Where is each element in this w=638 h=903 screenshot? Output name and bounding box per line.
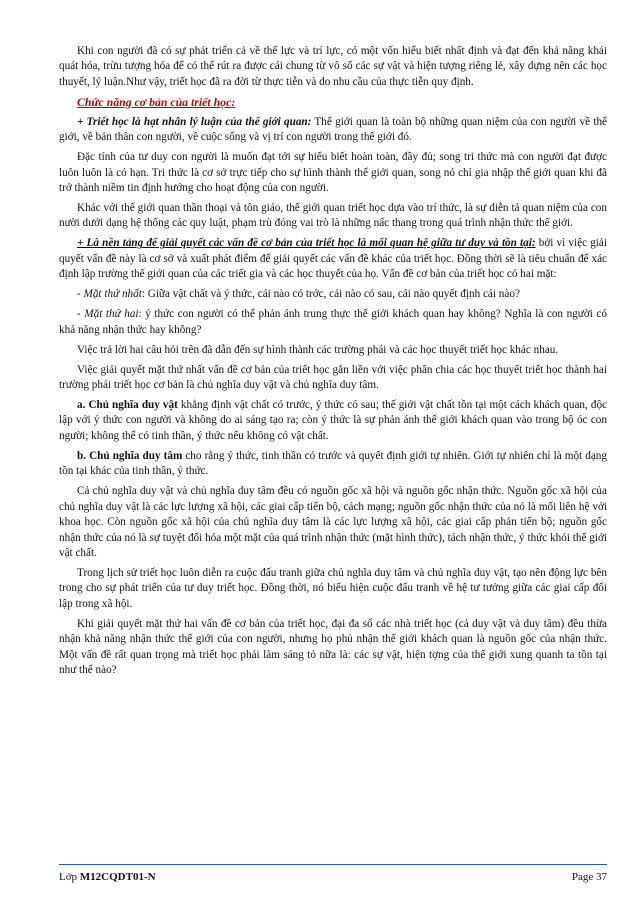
footer-page-number: Page 37 xyxy=(571,871,607,883)
paragraph-philosophical-worldview: Khác với thế giới quan thần thoại và tôn giáo, thế giới quan triết học dựa vào trí thức, là sự diễn tả quan niệm của con nười dưới dạng hệ thống các quy luật, phạm trù đóng vai trò là những nấc thang trong quá trình nhận thức thế giới. xyxy=(59,202,607,230)
paragraph-origin-of-philosophy: Khi con người đã có sự phát triển cả về thể lực và trí lực, có một vốn hiểu biết nhất định và đạt đến khả năng khái quát hóa, trừu tượng hóa để có thể rút ra được cái chung từ vô số các sự vật và hiện tượng riêng lẻ, xây dựng nên các học thuyết, lý luận.Như vậy, triết học đã ra đời từ thực tiễn và do nhu cầu của thực tiễn quy định. xyxy=(59,45,607,88)
section-heading: Chức năng cơ bản của triết học: xyxy=(77,94,236,109)
fundamental-question-lead: + Là nền tảng để giải quyết các vấn đề cơ bản của triết học là mối quan hệ giữa tư duy và tồn tại: xyxy=(77,237,536,250)
idealism-lead: b. Chủ nghĩa duy tâm xyxy=(77,449,183,462)
paragraph-history-struggle: Trong lịch sử triết học luôn diễn ra cuộc đấu tranh giữa chủ nghĩa duy tâm và chủ nghĩa duy vật, tạo nên động lực bên trong cho sự phát triển của tư duy triết học. Đồng thời, nó biểu hiện cuộc đấu tranh về hệ tư tưởng giữa các giai cấp đối lập trong xã hội. xyxy=(59,566,607,610)
materialism-text: khẳng định vật chất có trước, ý thức có sau; thế giới vật chất tồn tại một cách khách quan, độc lập với ý thức con người và không do ai sáng tạo ra; còn ý thức là sự phản ánh thế giới khách quan vào trong bộ óc con người; không thể có tinh thần, ý thức nếu không có vật chất. xyxy=(59,399,608,442)
paragraph-materialism xyxy=(59,398,607,444)
paragraph-second-aspect xyxy=(59,307,607,338)
fundamental-question-text: bởi vì việc giải quyết vấn đề này là cơ sở và xuất phát điểm để giải quyết các vấn đề khác của triết học. Đồng thời sẽ là tiêu chuẩn để xác định lập trường thế giới quan của các triết gia và các học thuyết của họ. Vấn đề cơ bản của triết học có hai mặt: xyxy=(59,237,607,281)
footer-rule xyxy=(59,864,607,865)
paragraph-fundamental-question xyxy=(59,236,607,282)
paragraph-second-aspect-resolution: Khi giải quyết mặt thứ hai vấn đề cơ bản của triết học, đại đa số các nhà triết học (cả duy vật và duy tâm) đều thừa nhận khả năng nhận thức thế giới của con người, nhưng họ phủ nhận thế giới khách quan là nguồn gốc của nhận thức. Một vấn đề rất quan trọng mà triết học phải làm sáng tỏ nữa là: các sự vật, hiện tợng của thế giới xung quanh ta tồn tại như thế nào? xyxy=(59,617,607,676)
first-aspect-lead: - Mặt thứ nhất xyxy=(77,288,142,301)
paragraph-first-aspect xyxy=(59,287,607,302)
paragraph-two-schools: Việc giải quyết mặt thứ nhất vấn đề cơ bản của triết học gắn liền với việc phân chia các học thuyết triết học thành hai trường phái triết học cơ bản là chủ nghĩa duy vật và chủ nghĩa duy tâm. xyxy=(59,363,607,392)
paragraph-origins: Cả chủ nghĩa duy vật và chủ nghĩa duy tâm đều có nguồn gốc xã hội và nguồn gốc nhận thức. Nguồn gốc xã hội của chủ nghĩa duy vật là các lực lượng xã hội, các giai cấp tiến bộ, cách mạng; nguồn gốc nhận thức của nó là mối liên hệ với khoa học. Còn nguồn gốc xã hội của chủ nghĩa duy tâm là các lực lượng xã hội, các giai cấp phản tiến bộ; nguồn gốc nhận thức của nó là sự tuyệt đối hóa một mặt của quá trình nhận thức (mặt hình thức), tách nhận thức, ý thức khỏi thế giới vật chất. xyxy=(59,485,607,559)
paragraph-human-thinking: Đặc tính của tư duy con người là muốn đạt tới sự hiểu biết hoàn toàn, đầy đủ; song tri thức mà con người đạt được luôn luôn là có hạn. Tri thức là cơ sở trực tiếp cho sự hình thành thế giới quan, song nó chỉ gia nhập thế giới quan khi đã trở thành niềm tin định hướng cho hoạt động của con người. xyxy=(59,151,607,195)
materialism-lead: a. Chủ nghĩa duy vật xyxy=(77,399,178,412)
worldview-lead: + Triết học là hạt nhân lý luận của thế giới quan: xyxy=(77,115,312,128)
paragraph-schools: Việc trả lời hai câu hỏi trên đã dẫn đến sự hình thành các trường phái và các học thuyết triết học khác nhau. xyxy=(77,343,559,356)
worldview-text: Thế giới quan là toàn bộ những quan niệm của con người về thế giới, về bản thân con người, về cuộc sống và vị trí con người trong thế giới đó. xyxy=(59,115,607,144)
footer-class xyxy=(59,870,156,884)
footer-class-code: M12CQDT01-N xyxy=(79,871,156,883)
footer-class-prefix: Lớp xyxy=(59,871,80,883)
first-aspect-text: : Giữa vật chất và ý thức, cái nào có trớc, cái nào có sau, cái nào quyết định cái nào? xyxy=(141,288,520,301)
idealism-text: cho rằng ý thức, tinh thần có trước và quyết định giới tự nhiên. Giới tự nhiên chỉ là một dạng tồn tại khác của tinh thần, ý thức. xyxy=(59,449,607,478)
paragraph-worldview xyxy=(59,115,607,146)
second-aspect-text: : ý thức con người có thể phản ánh trung thực thế giới khách quan hay không? Nghĩa là con người có khả năng nhận thức hay không? xyxy=(59,308,607,336)
paragraph-idealism xyxy=(59,449,607,480)
page-body xyxy=(59,44,607,683)
second-aspect-lead: - Mặt thứ hai xyxy=(77,308,139,321)
